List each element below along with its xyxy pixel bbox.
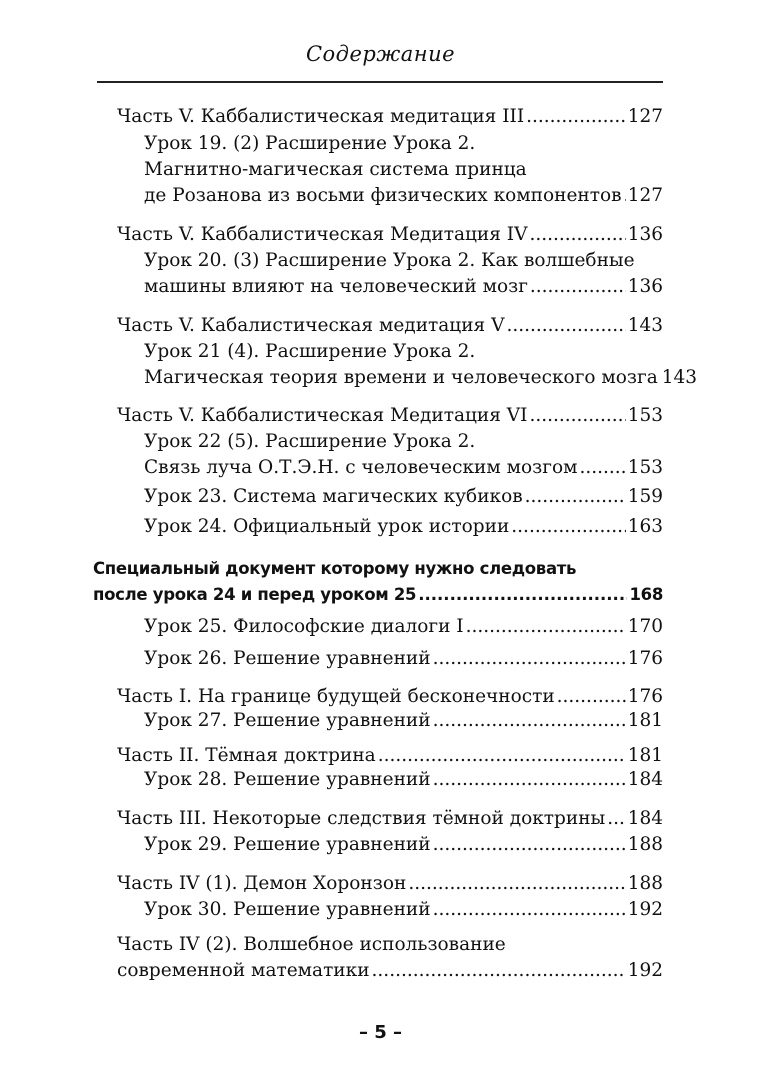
toc-entry-title: Урок 24. Официальный урок истории (144, 516, 510, 537)
toc-entry-title: Связь луча О.Т.Э.Н. с человеческим мозгом (144, 457, 578, 478)
toc-entry-page: 153 (627, 405, 663, 426)
toc-entry-title: Урок 28. Решение уравнений (144, 769, 431, 790)
toc-entry-lesson-21[interactable] (144, 365, 698, 391)
toc-entry-page: 159 (627, 486, 663, 507)
toc-entry-lesson-27[interactable] (144, 708, 663, 734)
toc-entry-page: 192 (627, 960, 663, 981)
toc-entry-part-v-iii[interactable] (117, 104, 663, 130)
toc-entry-title: Урок 27. Решение уравнений (144, 710, 431, 731)
leader-dots (530, 274, 626, 300)
toc-entry-page: 184 (627, 808, 663, 829)
toc-entry-title: Урок 23. Система магических кубиков (144, 486, 523, 507)
toc-entry-lesson-19-line1[interactable]: Урок 19. (2) Расширение Урока 2. (144, 133, 476, 154)
toc-entry-lesson-24[interactable] (144, 514, 663, 540)
leader-dots (526, 104, 626, 130)
toc-entry-page: 181 (627, 745, 663, 766)
toc-entry-title: Часть I. На границе будущей бесконечности (117, 686, 555, 707)
running-header: Содержание (305, 42, 456, 66)
leader-dots (607, 806, 625, 832)
toc-entry-title: Урок 29. Решение уравнений (144, 834, 431, 855)
leader-dots (557, 684, 626, 710)
toc-entry-title: Часть V. Каббалистическая Медитация VI (117, 405, 528, 426)
toc-entry-title: Часть V. Каббалистическая Медитация IV (117, 224, 528, 245)
toc-entry-lesson-20-line1[interactable]: Урок 20. (3) Расширение Урока 2. Как волшебные (144, 250, 635, 271)
toc-entry-lesson-22[interactable] (144, 455, 663, 481)
toc-entry-part-v-iv[interactable] (117, 222, 663, 248)
toc-entry-title: Часть IV (1). Демон Хоронзон (117, 873, 407, 894)
leader-dots (418, 582, 627, 608)
toc-entry-page: 136 (627, 276, 663, 297)
toc-entry-part-iv-2[interactable] (117, 958, 663, 984)
toc-entry-part-iv-1[interactable] (117, 871, 663, 897)
toc-entry-title: Часть V. Каббалистическая медитация III (117, 106, 525, 127)
toc-entry-part-iv-2-line1[interactable]: Часть IV (2). Волшебное использование (117, 934, 506, 955)
toc-entry-lesson-23[interactable] (144, 484, 663, 510)
toc-entry-page: 188 (627, 873, 663, 894)
toc-entry-lesson-19-line2[interactable]: Магнитно-магическая система принца (144, 159, 527, 180)
toc-entry-title: Урок 30. Решение уравнений (144, 899, 431, 920)
toc-entry-lesson-30[interactable] (144, 897, 663, 923)
leader-dots (433, 646, 626, 672)
leader-dots (372, 958, 626, 984)
leader-dots (433, 767, 626, 793)
toc-entry-page: 136 (627, 224, 663, 245)
toc-entry-page: 192 (627, 899, 663, 920)
leader-dots (433, 832, 626, 858)
leader-dots (529, 222, 625, 248)
toc-entry-title: де Розанова из восьми физических компонентов (144, 185, 622, 206)
toc-entry-part-iii[interactable] (117, 806, 663, 832)
leader-dots (624, 183, 626, 209)
leader-dots (466, 614, 626, 640)
page-number: – 5 – (358, 1022, 403, 1043)
leader-dots (408, 871, 625, 897)
toc-entry-title: Часть II. Тёмная доктрина (117, 745, 376, 766)
leader-dots (579, 455, 625, 481)
toc-entry-page: 181 (627, 710, 663, 731)
leader-dots (525, 484, 626, 510)
leader-dots (529, 403, 625, 429)
toc-entry-page: 176 (627, 686, 663, 707)
toc-entry-page: 143 (661, 367, 698, 388)
toc-entry-special-document[interactable] (93, 582, 663, 608)
toc-entry-title: Часть III. Некоторые следствия тёмной доктрины (117, 808, 606, 829)
toc-entry-part-i[interactable] (117, 684, 663, 710)
toc-entry-page: 163 (627, 516, 663, 537)
toc-entry-lesson-22-line1[interactable]: Урок 22 (5). Расширение Урока 2. (144, 431, 476, 452)
toc-entry-page: 184 (627, 769, 663, 790)
toc-entry-page: 170 (627, 616, 663, 637)
toc-entry-page: 127 (627, 185, 663, 206)
toc-entry-lesson-21-line1[interactable]: Урок 21 (4). Расширение Урока 2. (144, 341, 476, 362)
toc-entry-lesson-28[interactable] (144, 767, 663, 793)
toc-entry-title: Урок 26. Решение уравнений (144, 648, 431, 669)
leader-dots (506, 313, 625, 339)
toc-entry-title: Магическая теория времени и человеческого мозга (144, 367, 658, 388)
toc-entry-part-ii[interactable] (117, 743, 663, 769)
toc-entry-title: после урока 24 и перед уроком 25 (93, 585, 417, 604)
toc-entry-title: Часть V. Кабалистическая медитация V (117, 315, 505, 336)
toc-entry-page: 143 (627, 315, 663, 336)
toc-entry-lesson-29[interactable] (144, 832, 663, 858)
leader-dots (511, 514, 625, 540)
leader-dots (433, 708, 626, 734)
toc-entry-lesson-19[interactable] (144, 183, 663, 209)
toc-entry-part-v-vi[interactable] (117, 403, 663, 429)
toc-entry-lesson-25[interactable] (144, 614, 663, 640)
toc-entry-lesson-26[interactable] (144, 646, 663, 672)
toc-entry-page: 127 (627, 106, 663, 127)
toc-entry-lesson-20[interactable] (144, 274, 663, 300)
toc-entry-page: 153 (627, 457, 663, 478)
toc-entry-part-v-v[interactable] (117, 313, 663, 339)
toc-entry-page: 176 (627, 648, 663, 669)
toc-entry-title: современной математики (117, 960, 370, 981)
toc-entry-special-document-line1[interactable]: Специальный документ которому нужно следовать (93, 559, 577, 578)
leader-dots (378, 743, 626, 769)
toc-entry-page: 188 (627, 834, 663, 855)
toc-entry-page: 168 (629, 585, 663, 604)
toc-entry-title: машины влияют на человеческий мозг (144, 276, 528, 297)
leader-dots (433, 897, 626, 923)
toc-entry-title: Урок 25. Философские диалоги I (144, 616, 464, 637)
